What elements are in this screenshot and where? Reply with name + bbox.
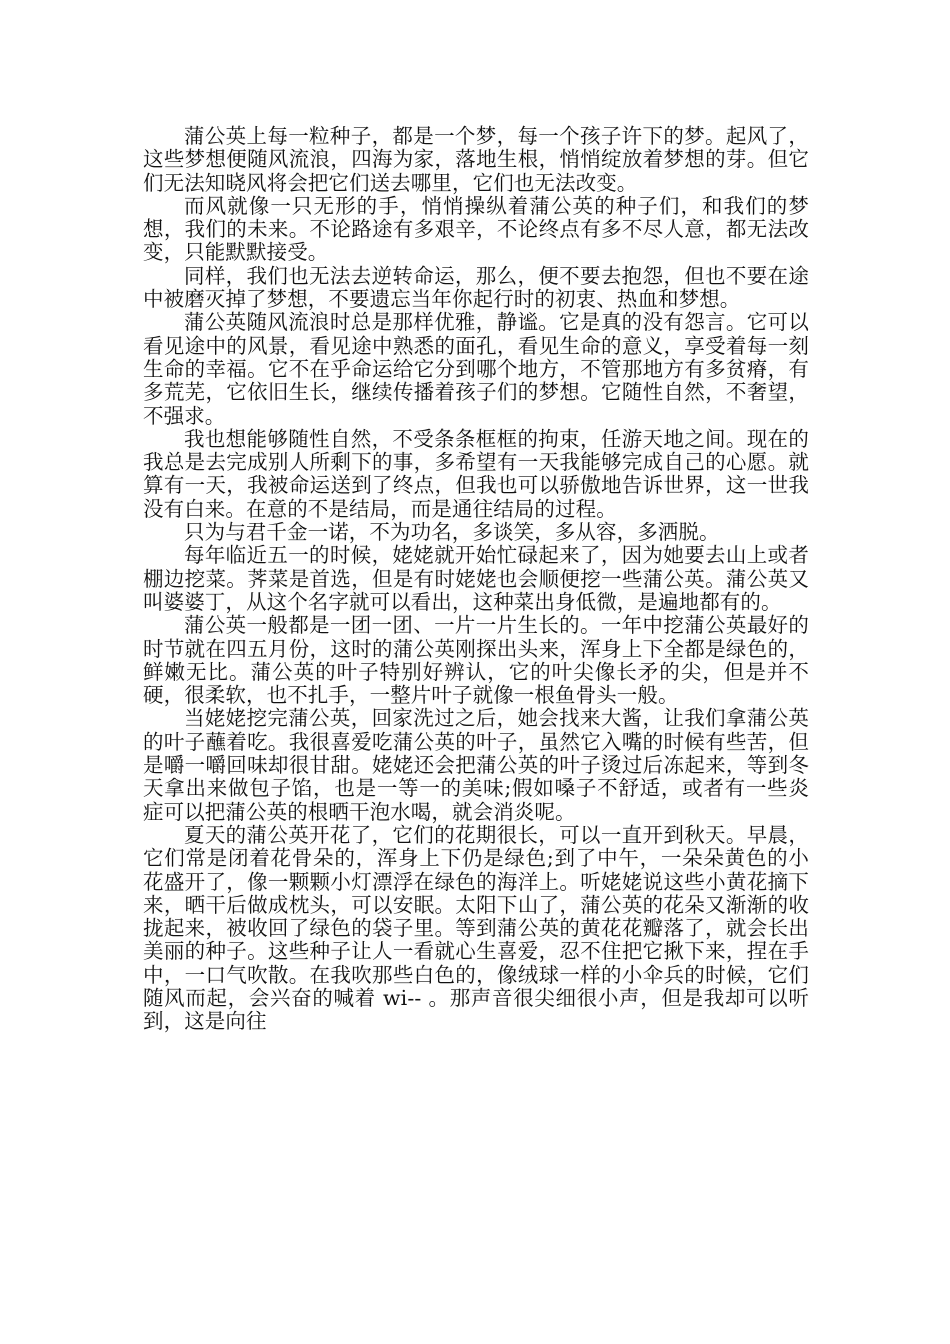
paragraph: 夏天的蒲公英开花了，它们的花期很长，可以一直开到秋天。早晨，它们常是闭着花骨朵的，浑身上下仍是绿色;到了中午，一朵朵黄色的小花盛开了，像一颗颗小灯漂浮在绿色的海洋上。听姥姥说这些小黄花摘下来，晒干后做成枕头，可以安眠。太阳下山了，蒲公英的花朵又渐渐的收拢起来，被收回了绿色的袋子里。等到蒲公英的黄花花瓣落了，就会长出美丽的种子。这些种子让人一看就心生喜爱，忍不住把它揪下来，捏在手中，一口气吹散。在我吹那些白色的，像绒球一样的小伞兵的时候，它们随风而起，会兴奋的喊着 wi-- 。那声音很尖细很小声，但是我却可以听到，这是向往 <box>143 822 809 1034</box>
paragraph: 我也想能够随性自然，不受条条框框的拘束，任游天地之间。现在的我总是去完成别人所剩下的事，多希望有一天我能够完成自己的心愿。就算有一天，我被命运送到了终点，但我也可以骄傲地告诉世界，这一世我没有白来。在意的不是结局，而是通往结局的过程。 <box>143 426 809 521</box>
paragraph: 蒲公英一般都是一团一团、一片一片生长的。一年中挖蒲公英最好的时节就在四五月份，这时的蒲公英刚探出头来，浑身上下全都是绿色的，鲜嫩无比。蒲公英的叶子特别好辨认，它的叶尖像长矛的尖，但是并不硬，很柔软，也不扎手，一整片叶子就像一根鱼骨头一般。 <box>143 613 809 708</box>
paragraph: 蒲公英上每一粒种子，都是一个梦，每一个孩子许下的梦。起风了，这些梦想便随风流浪，四海为家，落地生根，悄悄绽放着梦想的芽。但它们无法知晓风将会把它们送去哪里，它们也无法改变。 <box>143 124 809 195</box>
paragraph: 每年临近五一的时候，姥姥就开始忙碌起来了，因为她要去山上或者棚边挖菜。荠菜是首选，但是有时姥姥也会顺便挖一些蒲公英。蒲公英又叫婆婆丁，从这个名字就可以看出，这种菜出身低微，是遍地都有的。 <box>143 543 809 614</box>
paragraph: 同样，我们也无法去逆转命运，那么，便不要去抱怨，但也不要在途中被磨灭掉了梦想，不要遗忘当年你起行时的初衷、热血和梦想。 <box>143 263 809 312</box>
document-body <box>143 125 809 1034</box>
paragraph: 而风就像一只无形的手，悄悄操纵着蒲公英的种子们，和我们的梦想，我们的未来。不论路途有多艰辛，不论终点有多不尽人意，都无法改变，只能默默接受。 <box>143 193 809 265</box>
paragraph: 当姥姥挖完蒲公英，回家洗过之后，她会找来大酱，让我们拿蒲公英的叶子蘸着吃。我很喜爱吃蒲公英的叶子，虽然它入嘴的时候有些苦，但是嚼一嚼回味却很甘甜。姥姥还会把蒲公英的叶子烫过后冻起来，等到冬天拿出来做包子馅，也是一等一的美味;假如嗓子不舒适，或者有一些炎症可以把蒲公英的根晒干泡水喝，就会消炎呢。 <box>143 706 809 824</box>
paragraph: 只为与君千金一诺，不为功名，多谈笑，多从容，多洒脱。 <box>184 520 720 545</box>
paragraph: 蒲公英随风流浪时总是那样优雅，静谧。它是真的没有怨言。它可以看见途中的风景，看见途中熟悉的面孔，看见生命的意义，享受着每一刻生命的幸福。它不在乎命运给它分到哪个地方，不管那地方有多贫瘠，有多荒芜，它依旧生长，继续传播着孩子们的梦想。它随性自然，不奢望，不强求。 <box>143 310 809 428</box>
